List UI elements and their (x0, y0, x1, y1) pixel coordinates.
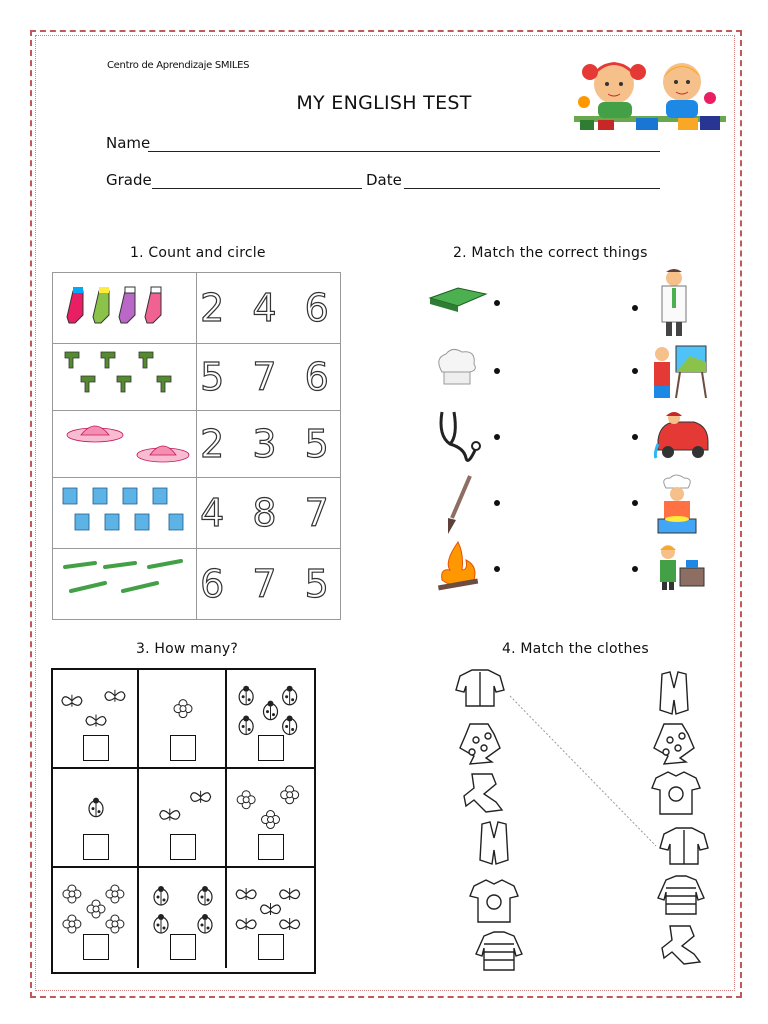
butterfly-icon (105, 690, 125, 702)
answer-box[interactable] (83, 934, 109, 960)
count-options-1[interactable]: 2 4 6 (197, 273, 341, 344)
ladybug-icon (154, 914, 168, 933)
count-options-3[interactable]: 2 3 5 (197, 411, 341, 478)
sweater-icon-left (476, 932, 522, 970)
butterfly-icon (191, 791, 211, 803)
flower-icon (174, 700, 192, 718)
shirt-icon-left (456, 670, 504, 706)
match-dot-right-2[interactable] (632, 368, 638, 374)
answer-box[interactable] (170, 934, 196, 960)
answer-box[interactable] (258, 834, 284, 860)
section1-title: 1. Count and circle (130, 245, 266, 261)
socks-picture (53, 273, 197, 344)
butterfly-icon (86, 715, 106, 727)
how-many-cell (53, 769, 139, 868)
toothbrushes-picture (53, 549, 197, 620)
book-icon (428, 280, 488, 312)
vest-icon-right (660, 672, 688, 714)
count-options-2[interactable]: 5 7 6 (197, 344, 341, 411)
pajamas-icon-right (662, 926, 700, 964)
fire-icon (434, 540, 482, 592)
how-many-cell (139, 868, 227, 968)
ladybug-icon (239, 716, 253, 735)
butterfly-icon (62, 695, 82, 707)
section2-title: 2. Match the correct things (453, 245, 648, 261)
match-dot-left-4[interactable] (494, 500, 500, 506)
grade-field[interactable] (152, 188, 362, 189)
sweater-icon-right (658, 876, 704, 914)
shirt-icon-right (660, 828, 708, 864)
gloves-picture (53, 478, 197, 549)
match-dot-right-5[interactable] (632, 566, 638, 572)
how-many-cell (53, 670, 139, 769)
flower-icon (63, 885, 81, 903)
how-many-cell (227, 868, 314, 968)
stethoscope-icon (436, 408, 482, 466)
page-title: MY ENGLISH TEST (296, 92, 472, 114)
ladybug-icon (283, 686, 297, 705)
pajamas-icon-left (464, 774, 502, 812)
answer-box[interactable] (170, 735, 196, 761)
answer-box[interactable] (83, 735, 109, 761)
butterfly-icon (160, 809, 180, 821)
ladybug-icon (283, 716, 297, 735)
hats-picture (53, 411, 197, 478)
chef-icon (654, 474, 700, 534)
match-dot-right-3[interactable] (632, 434, 638, 440)
teacher-icon (654, 542, 706, 592)
vest-icon-left (480, 822, 508, 864)
section4-title: 4. Match the clothes (502, 641, 649, 657)
firefighter-icon (654, 410, 710, 460)
tshirt-icon-right (652, 772, 700, 814)
count-options-5[interactable]: 6 7 5 (197, 549, 341, 620)
dress-icon-right (654, 724, 694, 764)
answer-box[interactable] (258, 934, 284, 960)
hair-dryers-picture (53, 344, 197, 411)
flower-icon (106, 915, 124, 933)
flower-icon (87, 900, 105, 918)
section3-title: 3. How many? (136, 641, 239, 657)
clothes-matching (448, 660, 748, 990)
chef-hat-icon (434, 348, 480, 388)
ladybug-icon (198, 886, 212, 905)
grade-label: Grade (106, 171, 152, 189)
flower-icon (106, 885, 124, 903)
match-dot-right-4[interactable] (632, 500, 638, 506)
match-dot-left-3[interactable] (494, 434, 500, 440)
flower-icon (63, 915, 81, 933)
butterfly-icon (261, 903, 281, 915)
date-field[interactable] (404, 188, 660, 189)
ladybug-icon (264, 701, 278, 720)
match-dot-left-1[interactable] (494, 300, 500, 306)
match-dot-left-2[interactable] (494, 368, 500, 374)
butterfly-icon (236, 888, 256, 900)
paintbrush-icon (442, 474, 476, 536)
name-field[interactable] (148, 151, 660, 152)
ladybug-icon (198, 914, 212, 933)
name-label: Name (106, 134, 151, 152)
answer-box[interactable] (83, 834, 109, 860)
how-many-cell (139, 670, 227, 769)
butterfly-icon (280, 918, 300, 930)
match-dot-left-5[interactable] (494, 566, 500, 572)
ladybug-icon (154, 886, 168, 905)
count-options-4[interactable]: 4 8 7 (197, 478, 341, 549)
answer-box[interactable] (170, 834, 196, 860)
flower-icon (237, 791, 255, 809)
butterfly-icon (236, 918, 256, 930)
how-many-cell (227, 670, 314, 769)
ladybug-icon (239, 686, 253, 705)
date-label: Date (366, 171, 402, 189)
how-many-cell (227, 769, 314, 868)
school-name: Centro de Aprendizaje SMILES (107, 60, 250, 71)
match-dot-right-1[interactable] (632, 305, 638, 311)
dress-icon-left (460, 724, 500, 764)
butterfly-icon (280, 888, 300, 900)
how-many-cell (53, 868, 139, 968)
tshirt-icon-left (470, 880, 518, 922)
flower-icon (262, 811, 280, 829)
doctor-icon (654, 268, 694, 338)
ladybug-icon (89, 798, 103, 817)
flower-icon (281, 786, 299, 804)
painter-icon (650, 344, 708, 400)
children-illustration (574, 52, 726, 138)
how-many-cell (139, 769, 227, 868)
answer-box[interactable] (258, 735, 284, 761)
match-line (510, 696, 656, 846)
count-table (52, 272, 341, 620)
